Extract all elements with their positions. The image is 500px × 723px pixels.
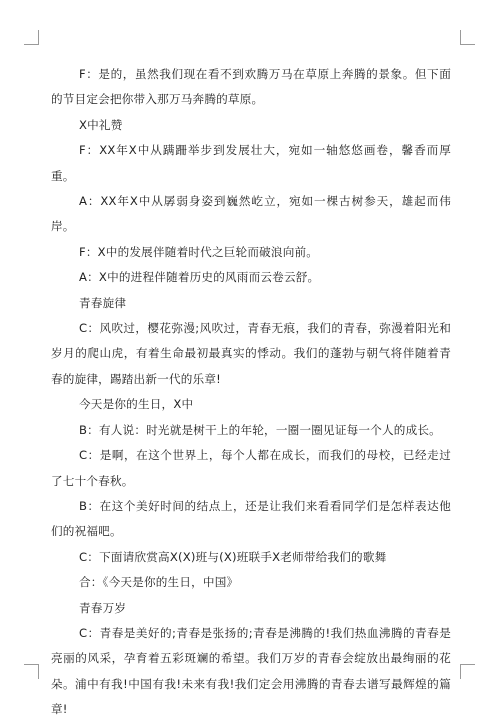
paragraph-b-tree-rings: B：有人说：时光就是树干上的年轮，一圈一圈见证每一个人的成长。 [79,422,441,437]
crop-mark-top-right [460,30,475,45]
paragraph-a-progress: A：X中的进程伴随着历史的风雨而云卷云舒。 [79,270,320,285]
paragraph-c-seventy-years: C：是啊，在这个世界上，每个人都在成长，而我们的母校，已经走过了七十个春秋。 [51,448,451,488]
section-heading-long-live-youth: 青春万岁 [79,600,127,615]
section-heading-x-tribute: X中礼赞 [79,117,123,132]
section-heading-birthday: 今天是你的生日，X中 [79,397,194,412]
document-body [51,62,451,723]
paragraph-b-blessings: B：在这个美好时间的结点上，还是让我们来看看同学们是怎样表达他们的祝福吧。 [51,498,451,539]
paragraph-f-development: F：X中的发展伴随着时代之巨轮而破浪向前。 [79,244,319,259]
paragraph-a-history: A：XX年X中从孱弱身姿到巍然屹立，宛如一棵古树参天，雄起而伟岸。 [51,194,451,234]
crop-mark-bottom-left [24,664,39,679]
crop-mark-bottom-right [460,664,475,679]
paragraph-chorus: 合：《今天是你的生日，中国》 [79,575,239,590]
paragraph-f-history: F：XX年X中从蹒跚举步到发展壮大，宛如一轴悠悠画卷，馨香而厚重。 [51,143,451,183]
paragraph-c-youth-finale: C：青春是美好的;青春是张扬的;青春是沸腾的!我们热血沸腾的青春是亮丽的风采，孕育着五彩斑斓的希望。我们万岁的青春会绽放出最绚丽的花朵。浦中有我!中国有我!未来有我!我们定会用沸腾的青春去谱写最辉煌的篇章! [51,625,451,717]
paragraph-c-performance: C：下面请欣赏高X(X)班与(X)班联手X老师带给我们的歌舞 [79,549,387,564]
paragraph-c-wind: C：风吹过，樱花弥漫;风吹过，青春无痕，我们的青春，弥漫着阳光和岁月的爬山虎，有着生命最初最真实的悸动。我们的蓬勃与朝气将伴随着青春的旋律，踢踏出新一代的乐章! [51,321,451,386]
paragraph-f-intro: F：是的，虽然我们现在看不到欢腾万马在草原上奔腾的景象。但下面的节目定会把你带入那万马奔腾的草原。 [51,67,451,107]
crop-mark-top-left [24,30,39,45]
section-heading-youth-melody: 青春旋律 [79,295,127,310]
